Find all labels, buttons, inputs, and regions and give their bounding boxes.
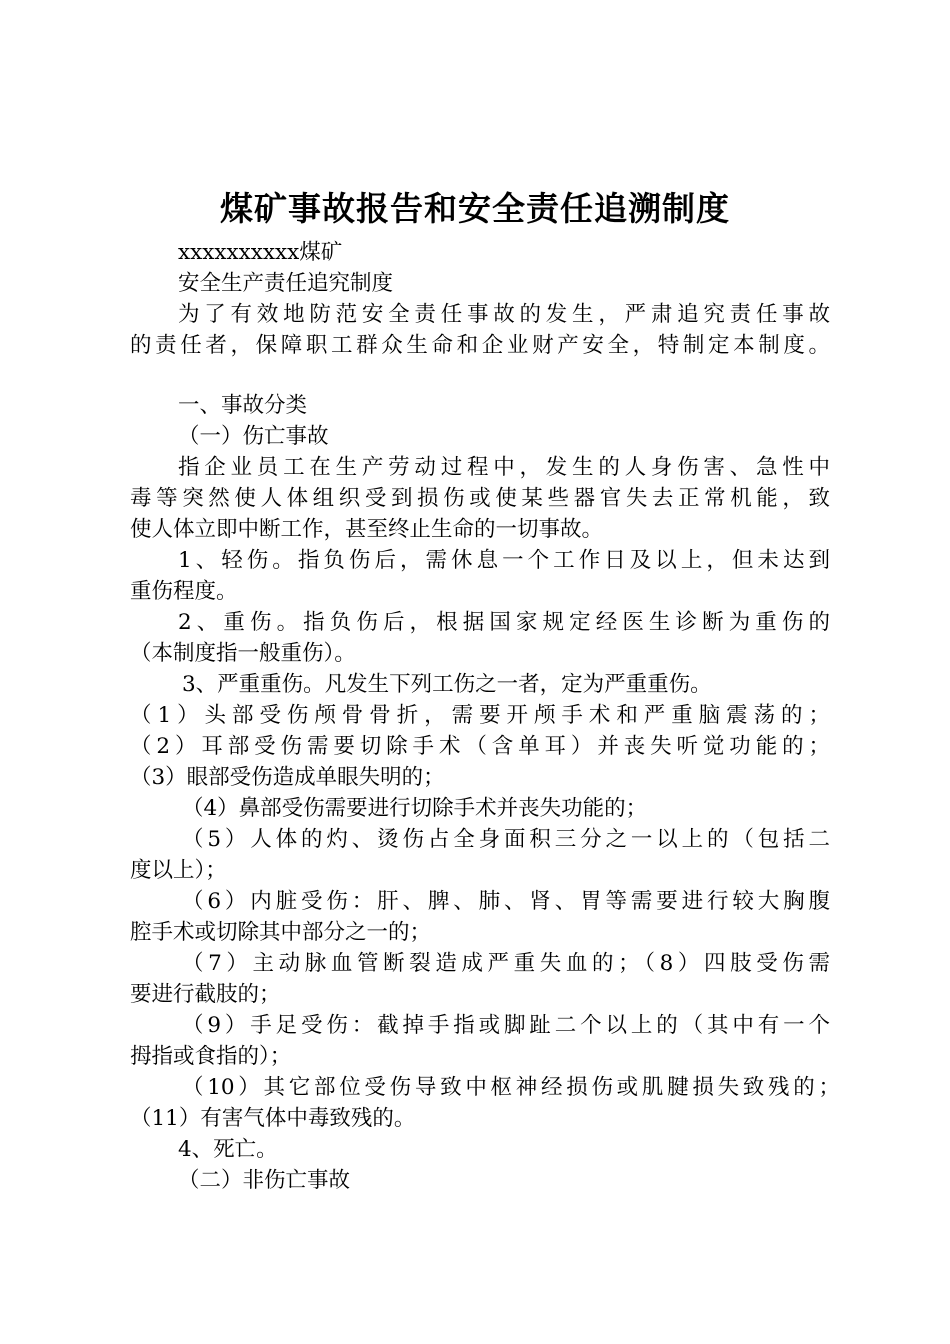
list-item-line: （9）手足受伤：截掉手指或脚趾二个以上的（其中有一个: [182, 1013, 830, 1038]
list-item-line: 要进行截肢的；: [130, 982, 281, 1007]
list-item-line: （2）耳部受伤需要切除手术（含单耳）并丧失听觉功能的；: [130, 734, 830, 759]
list-item-line: （10）其它部位受伤导致中枢神经损伤或肌腱损失致残的；: [182, 1075, 840, 1100]
list-item-line: 3、严重重伤。凡发生下列工伤之一者，定为严重重伤。: [182, 672, 712, 697]
list-item-line: 度以上）；: [130, 858, 227, 883]
subsection-heading: （二）非伤亡事故: [178, 1168, 351, 1193]
list-item-line: （1）头部受伤颅骨骨折，需要开颅手术和严重脑震荡的；: [130, 703, 830, 728]
paragraph-line: 的责任者，保障职工群众生命和企业财产安全，特制定本制度。: [130, 333, 830, 358]
paragraph-line: 使人体立即中断工作，甚至终止生命的一切事故。: [130, 517, 604, 542]
list-item-line: 拇指或食指的）；: [130, 1044, 292, 1069]
list-item-line: （7）主动脉血管断裂造成严重失血的；（8）四肢受伤需: [182, 951, 830, 976]
list-item-line: 2、重伤。指负伤后，根据国家规定经医生诊断为重伤的: [178, 610, 830, 635]
list-item-line: 腔手术或切除其中部分之一的；: [130, 920, 432, 945]
list-item-line: （11）有害气体中毒致残的。: [130, 1106, 416, 1131]
subtitle-line: 安全生产责任追究制度: [178, 271, 394, 296]
list-item-line: （6）内脏受伤：肝、脾、肺、肾、胃等需要进行较大胸腹: [182, 889, 830, 914]
paragraph-line: 为了有效地防范安全责任事故的发生，严肃追究责任事故: [178, 302, 830, 327]
list-item-line: 重伤程度。: [130, 579, 238, 604]
paragraph-line: 指企业员工在生产劳动过程中，发生的人身伤害、急性中: [178, 455, 830, 480]
document-title: 煤矿事故报告和安全责任追溯制度: [220, 189, 730, 228]
subsection-heading: （一）伤亡事故: [178, 424, 329, 449]
company-line: xxxxxxxxxx煤矿: [178, 240, 343, 265]
list-item-line: （本制度指一般重伤）。: [130, 641, 356, 666]
list-item-line: （5）人体的灼、烫伤占全身面积三分之一以上的（包括二: [182, 827, 830, 852]
list-item-line: 4、死亡。: [178, 1137, 278, 1162]
section-heading: 一、事故分类: [178, 393, 308, 418]
paragraph-line: 毒等突然使人体组织受到损伤或使某些器官失去正常机能，致: [130, 486, 830, 511]
list-item-line: （4）鼻部受伤需要进行切除手术并丧失功能的；: [182, 796, 648, 821]
list-item-line: 1、轻伤。指负伤后，需休息一个工作日及以上，但未达到: [178, 548, 830, 573]
list-item-line: （3）眼部受伤造成单眼失明的；: [130, 765, 445, 790]
